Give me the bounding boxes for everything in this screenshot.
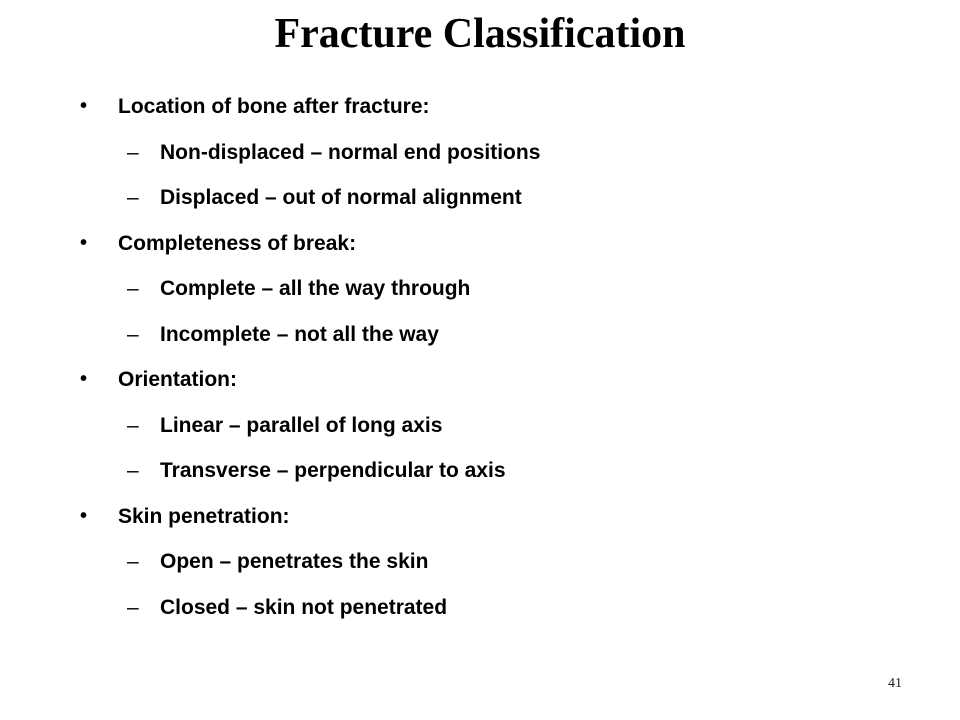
sub-item-non-displaced: [80, 130, 920, 176]
sub-item-complete: [80, 266, 920, 312]
dash-marker: –: [127, 459, 139, 482]
bullet-item-completeness: [80, 221, 920, 267]
bullet-marker: •: [80, 95, 88, 117]
sub-item-displaced: [80, 175, 920, 221]
sub-item-text: Displaced – out of normal alignment: [160, 186, 522, 209]
sub-item-text: Non-displaced – normal end positions: [160, 140, 541, 164]
dash-marker: –: [127, 322, 139, 346]
bullet-item-skin-penetration: [80, 494, 920, 540]
bullet-text: Orientation:: [118, 368, 237, 391]
page-number: 41: [888, 676, 902, 691]
dash-marker: –: [127, 595, 139, 619]
sub-item-linear: [80, 403, 920, 449]
bullet-text: Skin penetration:: [118, 504, 290, 528]
sub-item-text: Closed – skin not penetrated: [160, 595, 448, 619]
bullet-item-orientation: [80, 357, 920, 403]
sub-item-text: Incomplete – not all the way: [160, 322, 439, 346]
sub-item-closed: [80, 585, 920, 631]
sub-item-text: Linear – parallel of long axis: [160, 413, 443, 437]
bullet-item-location: [80, 84, 920, 130]
bullet-marker: •: [80, 504, 88, 527]
dash-marker: –: [127, 186, 139, 209]
sub-item-text: Open – penetrates the skin: [160, 550, 429, 573]
slide-title: Fracture Classification: [274, 11, 686, 57]
sub-item-open: [80, 539, 920, 585]
bullet-list: [80, 84, 920, 630]
bullet-marker: •: [80, 231, 88, 254]
bullet-text: Completeness of break:: [118, 231, 357, 255]
dash-marker: –: [127, 413, 139, 437]
dash-marker: –: [127, 277, 139, 300]
bullet-text: Location of bone after fracture:: [118, 95, 430, 118]
sub-item-transverse: [80, 448, 920, 494]
sub-item-text: Transverse – perpendicular to axis: [160, 459, 506, 482]
dash-marker: –: [127, 550, 139, 573]
sub-item-incomplete: [80, 312, 920, 358]
sub-item-text: Complete – all the way through: [160, 277, 471, 300]
bullet-marker: •: [80, 368, 88, 390]
dash-marker: –: [127, 140, 139, 164]
